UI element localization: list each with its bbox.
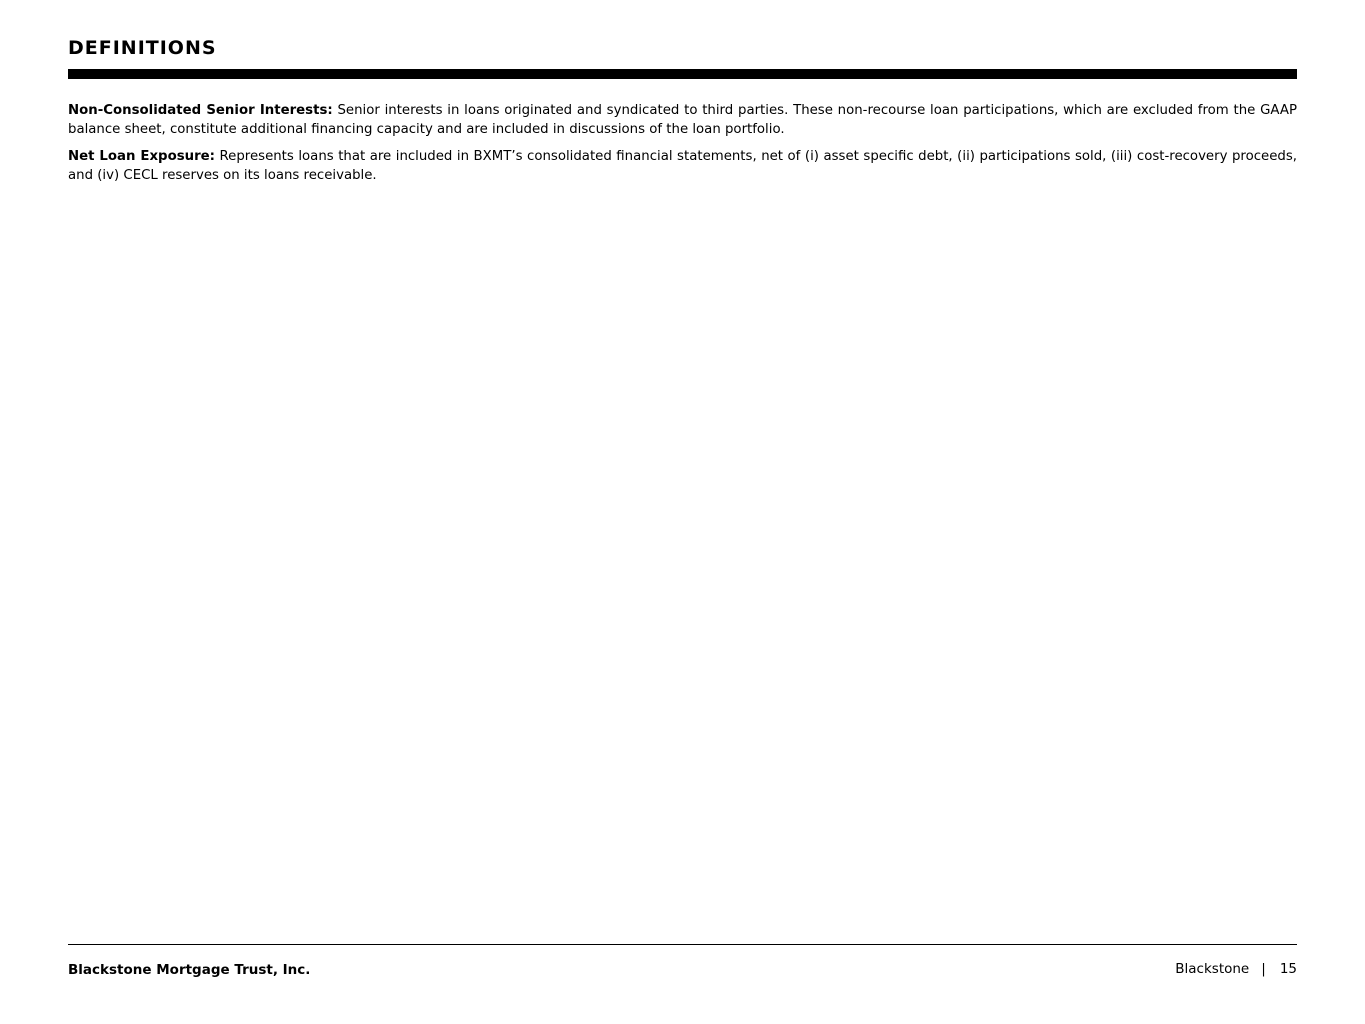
title-divider [68,69,1297,79]
footer-separator: | [1261,961,1266,977]
definition-text: Represents loans that are included in BXMT’s consolidated financial statements, net of (i) asset specific debt, (ii) participations sold, (iii) cost-recovery proceeds, and (iv) CECL reserves on its loans receivable. [68,149,1297,183]
definition-net-loan-exposure [68,148,1297,185]
page-number: 15 [1279,961,1297,977]
footer-brand: Blackstone [1175,961,1250,977]
definition-term: Net Loan Exposure: [68,149,215,164]
footer-page-info [1175,960,1297,978]
definition-non-consolidated-senior-interests [68,102,1297,139]
footer-company-name: Blackstone Mortgage Trust, Inc. [68,962,311,978]
definitions-list [68,102,1297,194]
definition-term: Non-Consolidated Senior Interests: [68,103,333,118]
definition-text: Senior interests in loans originated and syndicated to third parties. These non-recourse loan participations, which are excluded from the GAAP balance sheet, constitute additional financing capacity and are included in discussions of the loan portfolio. [68,103,1297,137]
footer-divider [68,944,1297,945]
page-title: DEFINITIONS [68,37,217,59]
